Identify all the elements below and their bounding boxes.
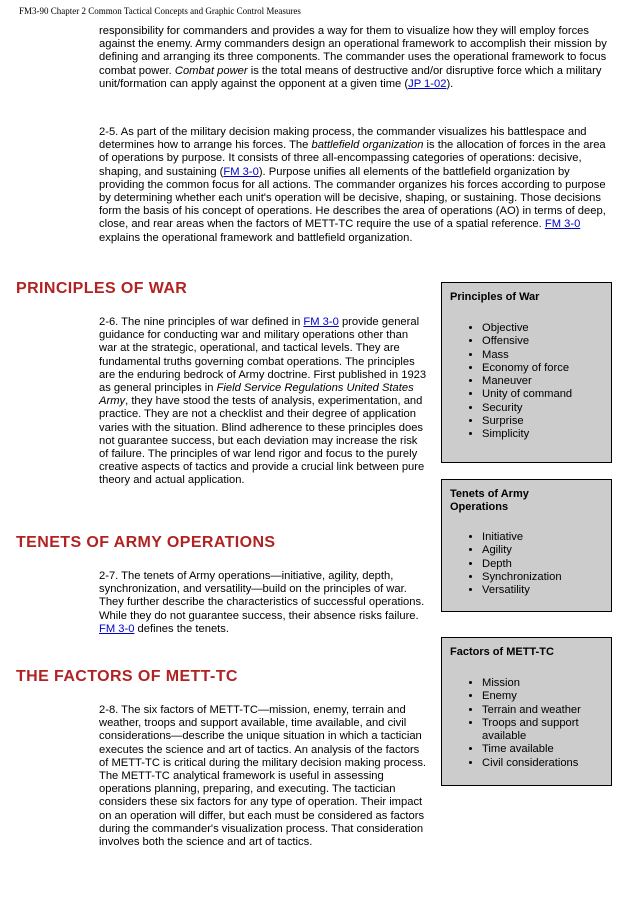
list-item: • Surprise bbox=[482, 415, 611, 428]
intro-text-1: responsibility for commanders and provides a way for them to visualize how they will employ forces against the enemy. Army commanders design an operational framework to accomplish their mission by defining and arranging its three components. The commander uses the operational framework to focus combat power. bbox=[99, 25, 607, 77]
fm-3-0-link[interactable]: FM 3-0 bbox=[303, 316, 339, 328]
list-item: • Versatility bbox=[482, 584, 611, 597]
p26-text-1: 2-6. The nine principles of war defined in bbox=[99, 316, 304, 328]
list-item: • Mass bbox=[482, 349, 611, 362]
sidebar-title: Principles of War bbox=[450, 291, 540, 303]
list-item: • Unity of command bbox=[482, 388, 611, 401]
principles-list bbox=[442, 322, 611, 442]
sidebar-title: Factors of METT-TC bbox=[450, 646, 554, 658]
fm-3-0-link[interactable]: FM 3-0 bbox=[223, 165, 259, 178]
running-head: FM3-90 Chapter 2 Common Tactical Concepts and Graphic Control Measures bbox=[19, 6, 301, 16]
list-item: • Synchronization bbox=[482, 571, 611, 584]
tenets-heading: TENETS OF ARMY OPERATIONS bbox=[16, 534, 276, 551]
intro-text-3: ). bbox=[446, 77, 454, 90]
list-item: • Civil considerations bbox=[482, 757, 611, 770]
fm-3-0-link[interactable]: FM 3-0 bbox=[99, 622, 135, 635]
list-item: • Mission bbox=[482, 677, 611, 690]
p27-text-1: 2-7. The tenets of Army operations—initiative, agility, depth, synchronization, and versatility—build on the principles of war. They further describe the characteristics of successful operations. While they do not guarantee success, their absence risks failure. bbox=[99, 570, 425, 622]
mett-tc-sidebar bbox=[441, 637, 612, 786]
mett-tc-list bbox=[442, 677, 611, 770]
fm-3-0-link[interactable]: FM 3-0 bbox=[544, 218, 581, 231]
intro-text-2: is the total means of destructive and/or disruptive force which a military unit/formation can apply against the opponent at a given time ( bbox=[99, 64, 602, 90]
list-item: • Enemy bbox=[482, 690, 611, 703]
jp-1-02-link[interactable]: JP 1-02 bbox=[408, 77, 447, 90]
field-service-regulations-term: Field Service Regulations United States Army bbox=[99, 382, 414, 408]
p25-text-1: 2-5. As part of the military decision making process, the commander visualizes his battlespace and determines how to arrange his forces. The bbox=[99, 126, 587, 152]
tenets-sidebar bbox=[441, 479, 612, 612]
list-item: • Troops and support available bbox=[482, 717, 611, 744]
p26-text-3: , they have stood the tests of analysis, experimentation, and practice. They are not a checklist and their degree of application varies with the situation. Blind adherence to these principles does not guarantee success, but each deviation may increase the risk of failure. The principles of war lend rigor and focus to the purely creative aspects of tactics and provide a crucial link between pure theory and actual application. bbox=[99, 395, 425, 487]
list-item: • Economy of force bbox=[482, 362, 611, 375]
list-item: • Offensive bbox=[482, 335, 611, 348]
p25-text-4: explains the operational framework and battlefield organization. bbox=[99, 231, 413, 244]
list-item: • Initiative bbox=[482, 531, 611, 544]
mett-tc-heading: THE FACTORS OF METT-TC bbox=[16, 668, 238, 685]
principles-heading: PRINCIPLES OF WAR bbox=[16, 280, 188, 297]
list-item: • Objective bbox=[482, 322, 611, 335]
list-item: • Time available bbox=[482, 743, 611, 756]
sidebar-title: Tenets of Army Operations bbox=[450, 488, 529, 513]
p28-text: 2-8. The six factors of METT-TC—mission, enemy, terrain and weather, troops and support available, time available, and civil considerations—describe the unique situation in which a tactician executes the science and art of tactics. An analysis of the factors of METT-TC is critical during the military decision making process. The METT-TC analytical framework is useful in assessing operations planning, preparing, and executing. The tactician considers these six factors for any type of operation. Their impact on an operation will differ, but each must be considered as factors during the commander's visualization process. That consideration involves both the science and art of tactics. bbox=[99, 704, 427, 849]
p27-text-2: defines the tenets. bbox=[134, 622, 229, 635]
p25-text-3: ). Purpose unifies all elements of the battlefield organization by providing the common focus for all actions. The commander organizes his forces according to purpose by determining whether each unit's operation will be decisive, shaping, or sustaining. Those decisions form the basis of his concept of operations. He describes the area of operations (AO) in terms of deep, close, and rear areas when the factors of METT-TC require the use of a spatial reference. bbox=[99, 165, 606, 231]
combat-power-term: Combat power bbox=[174, 64, 248, 77]
p25-text-2: is the allocation of forces in the area of operations by purpose. It consists of three all-encompassing categories of operations: decisive, shaping, and sustaining ( bbox=[99, 139, 606, 178]
intro-paragraph bbox=[99, 25, 611, 91]
list-item: • Security bbox=[482, 402, 611, 415]
paragraph-2-8 bbox=[99, 704, 427, 849]
list-item: • Terrain and weather bbox=[482, 704, 611, 717]
principles-sidebar bbox=[441, 282, 612, 463]
battlefield-organization-term: battlefield organization bbox=[311, 139, 424, 152]
list-item: • Depth bbox=[482, 558, 611, 571]
list-item: • Simplicity bbox=[482, 428, 611, 441]
paragraph-2-7 bbox=[99, 570, 427, 636]
list-item: • Maneuver bbox=[482, 375, 611, 388]
tenets-list bbox=[442, 531, 611, 597]
list-item: • Agility bbox=[482, 544, 611, 557]
paragraph-2-5 bbox=[99, 126, 611, 245]
paragraph-2-6 bbox=[99, 316, 427, 488]
p26-text-2: provide general guidance for conducting war and military operations other than war at the strategic, operational, and tactical levels. They are fundamental truths governing combat operations. The principles are the enduring bedrock of Army doctrine. First published in 1923 as general principles in bbox=[99, 316, 427, 395]
